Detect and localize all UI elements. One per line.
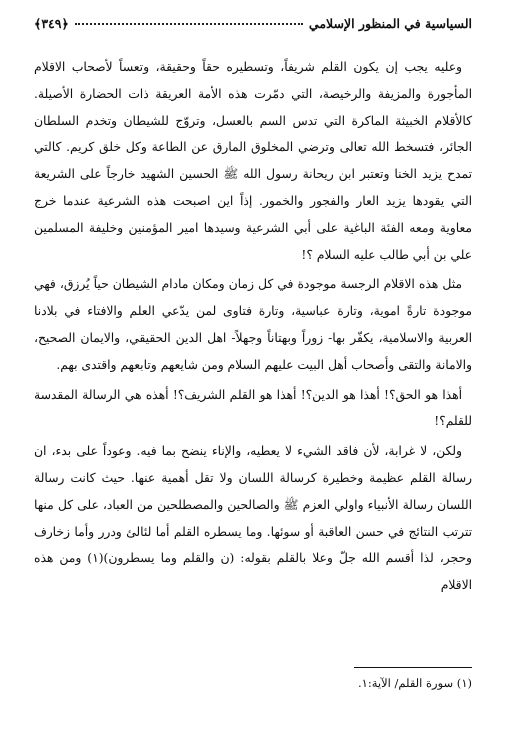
- footnote-divider: [354, 667, 472, 668]
- paragraph: ولكن، لا غرابة، لأن فاقد الشيء لا يعطيه، والإناء ينضح بما فيه. وعوداً على بدء، ان رسالة القلم عظيمة وخطيرة كرسالة اللسان ولا تقل أهمية عنها. حيث كانت رسالة اللسان رسالة الأنبياء واولي العزم ﷺ والصالحين والمصطلحين من العباد، على كل منها تترتب النتائج في حسن العاقبة أو سوئها. وما يسطره القلم أما لئالئ ودرر وأما زخارف وحجر، لذا أقسم الله جلّ وعلا بالقلم بقوله: (ن والقلم وما يسطرون)(١) ومن هذه الاقلام: [34, 444, 472, 593]
- paragraph: مثل هذه الاقلام الرجسة موجودة في كل زمان ومكان مادام الشيطان حياً يُرزق، فهي موجودة تارةً اموية، وتارة عباسية، وتارة فتاوى لمن يدّعي العلم والافتاء في بلادنا العربية والاسلامية، يكفّر بها- زوراً وبهتاناً وجهلاً- اهل الدين الحقيقي، والايمان الصحيح، والامانة والتقى وأصحاب أهل البيت عليهم السلام ومن شايعهم وتابعهم واقتدى بهم.: [34, 277, 472, 372]
- header-title: السياسية في المنظور الإسلامي: [308, 15, 472, 31]
- paragraph: أهذا هو الحق؟! أهذا هو الدين؟! أهذا هو القلم الشريف؟! أهذه هي الرسالة المقدسة للقلم؟!: [34, 387, 472, 429]
- body-text: [34, 54, 472, 599]
- header-dot-leader: [75, 15, 303, 25]
- footnote: (١) سورة القلم/ الآية:١.: [358, 676, 472, 690]
- page-number: ﴿٣٤٩﴾: [34, 15, 69, 31]
- running-header: [34, 12, 472, 34]
- book-page: [34, 12, 472, 712]
- paragraph: وعليه يجب إن يكون القلم شريفاً، وتسطيره حقاً وحقيقة، وتعساً لأصحاب الاقلام المأجورة والمزيفة والرخيصة، التي دمّرت هذه الأمة العريقة ذات الحضارة الأصيلة. كالأقلام الخبيثة الماكرة التي تدس السم بالعسل، وتروّج للشيطان وتخدم السلطان الجائر، فتسخط الله تعالى وترضي المخلوق المارق عن الطاعة وكل خلق كريم. كالتي تمدح يزيد الخنا وتعتبر ابن ريحانة رسول الله ﷺ الحسين الشهيد خارجاً على الشريعة التي يقودها يزيد العار والفجور والخمور. إذاً اين اصبحت هذه الشرعية عندما خرج معاوية ومعه الفئة الباغية على أبي الشرعية وسيدها امير المؤمنين وخليفة المسلمين علي بن أبي طالب عليه السلام ؟!: [34, 60, 472, 262]
